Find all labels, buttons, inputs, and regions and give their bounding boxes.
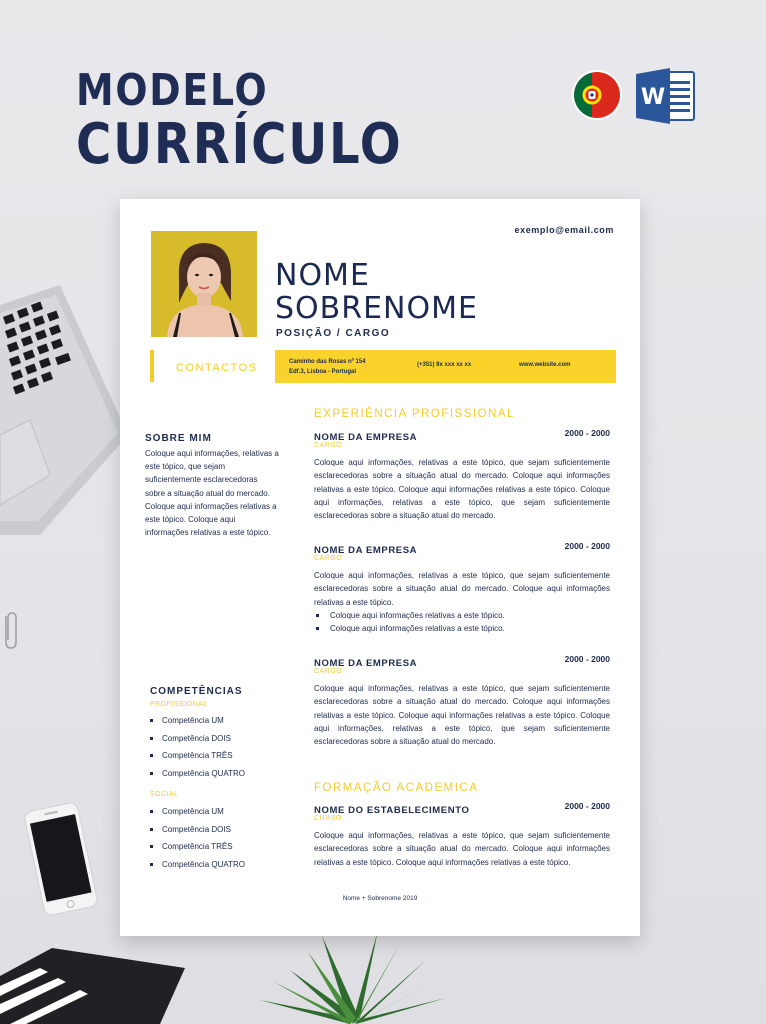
- job-role: CARGO: [314, 442, 343, 449]
- education-period: 2000 - 2000: [564, 801, 610, 811]
- job-period: 2000 - 2000: [564, 541, 610, 551]
- list-item: Coloque aqui informações relativas a este tópico.: [314, 609, 610, 622]
- education-course: CURSO: [314, 815, 342, 822]
- page-heading: [76, 65, 456, 177]
- list-item: Competência TRÊS: [150, 747, 245, 765]
- heading-line-2: CURRÍCULO: [76, 112, 403, 177]
- education-entry: [314, 800, 610, 869]
- experience-title: EXPERIÊNCIA PROFISSIONAL: [314, 408, 515, 420]
- job-description: Coloque aqui informações, relativas a este tópico, que sejam suficientemente esclarecedoras sobre a situação atual do mercado. Coloque aqui informações relativas a este tópico. Coloque aqui informações relativas a este tópico. Coloque aqui informações, relativas a este tópico, que sejam suficientemente esclarecedoras sobre a situação atual do mercado.: [314, 684, 610, 747]
- list-item: Competência QUATRO: [150, 856, 245, 874]
- job-period: 2000 - 2000: [564, 428, 610, 438]
- paperclip-icon: [2, 610, 18, 652]
- address-line-2: Edf.3, Lisboa - Portugal: [289, 369, 357, 375]
- skills-professional-label: PROFISSIONAL: [150, 701, 208, 708]
- job-role: CARGO: [314, 555, 343, 562]
- job-company: NOME DA EMPRESA: [314, 545, 418, 556]
- contacts-title: CONTACTOS: [176, 362, 258, 374]
- education-title: FORMAÇÃO ACADEMICA: [314, 782, 479, 794]
- education-description: Coloque aqui informações, relativas a este tópico, que sejam suficientemente esclarecedoras sobre a situação atual do mercado. Coloque aqui informações relativas a este tópico. Coloque aqui informações relativas a este tópico.: [314, 831, 610, 867]
- job-company: NOME DA EMPRESA: [314, 432, 418, 443]
- plant-icon: [250, 930, 450, 1024]
- skills-title: COMPETÊNCIAS: [150, 686, 243, 697]
- job-company: NOME DA EMPRESA: [314, 658, 418, 669]
- profile-photo: [151, 231, 257, 337]
- resume-footer: Nome + Sobrenome 2019: [342, 895, 418, 902]
- social-skills-list: [150, 803, 245, 873]
- last-name: SOBRENOME: [275, 291, 478, 326]
- about-title: SOBRE MIM: [145, 433, 212, 444]
- list-item: Competência TRÊS: [150, 838, 245, 856]
- microsoft-word-icon: [636, 68, 696, 124]
- contacts-band: [275, 350, 616, 383]
- job-entry: [314, 427, 610, 522]
- contact-website: www.website.com: [519, 362, 571, 368]
- job-description: Coloque aqui informações, relativas a este tópico, que sejam suficientemente esclarecedoras sobre a situação atual do mercado. Coloque aqui informações relativas a este tópico.: [314, 571, 610, 607]
- email-text: exemplo@email.com: [514, 225, 614, 235]
- job-description: Coloque aqui informações, relativas a este tópico, que sejam suficientemente esclarecedoras sobre a situação atual do mercado. Coloque aqui informações relativas a este tópico. Coloque aqui informações relativas a este tópico. Coloque aqui informações, relativas a este tópico, que sejam suficientemente esclarecedoras sobre a situação atual do mercado.: [314, 458, 610, 521]
- skills-social-label: SOCIAL: [150, 791, 179, 798]
- contacts-accent-bar: [150, 350, 154, 382]
- list-item: Competência UM: [150, 803, 245, 821]
- job-entry: [314, 540, 610, 635]
- list-item: Competência DOIS: [150, 821, 245, 839]
- education-institution: NOME DO ESTABELECIMENTO: [314, 805, 470, 816]
- contact-phone: (+351) 9x xxx xx xx: [417, 362, 472, 368]
- word-letter: W: [640, 85, 666, 110]
- contact-address: [289, 357, 366, 377]
- list-item: Competência DOIS: [150, 730, 245, 748]
- position-title: POSIÇÃO / CARGO: [276, 328, 391, 339]
- list-item: Competência UM: [150, 712, 245, 730]
- first-name: NOME: [275, 258, 370, 293]
- job-period: 2000 - 2000: [564, 654, 610, 664]
- address-line-1: Caminho das Rosas nº 154: [289, 359, 366, 365]
- list-item: Competência QUATRO: [150, 765, 245, 783]
- smartphone-icon: [22, 800, 100, 918]
- portugal-flag-icon: [572, 70, 622, 120]
- job-entry: [314, 653, 610, 748]
- about-text: Coloque aqui informações, relativas a este tópico, que sejam suficientemente esclarecedoras sobre a situação atual do mercado. Coloque aqui informações relativas a este tópico. Coloque aqui informações relativas a este tópico.: [145, 449, 279, 538]
- professional-skills-list: [150, 712, 245, 782]
- full-name: [275, 259, 478, 325]
- list-item: Coloque aqui informações relativas a este tópico.: [314, 622, 610, 635]
- job-role: CARGO: [314, 668, 343, 675]
- heading-line-1: MODELO: [76, 65, 269, 116]
- laptop-icon: [0, 285, 130, 535]
- notebook-icon: [0, 940, 185, 1024]
- resume-sheet: [120, 199, 640, 936]
- job-bullet-list: [314, 609, 610, 636]
